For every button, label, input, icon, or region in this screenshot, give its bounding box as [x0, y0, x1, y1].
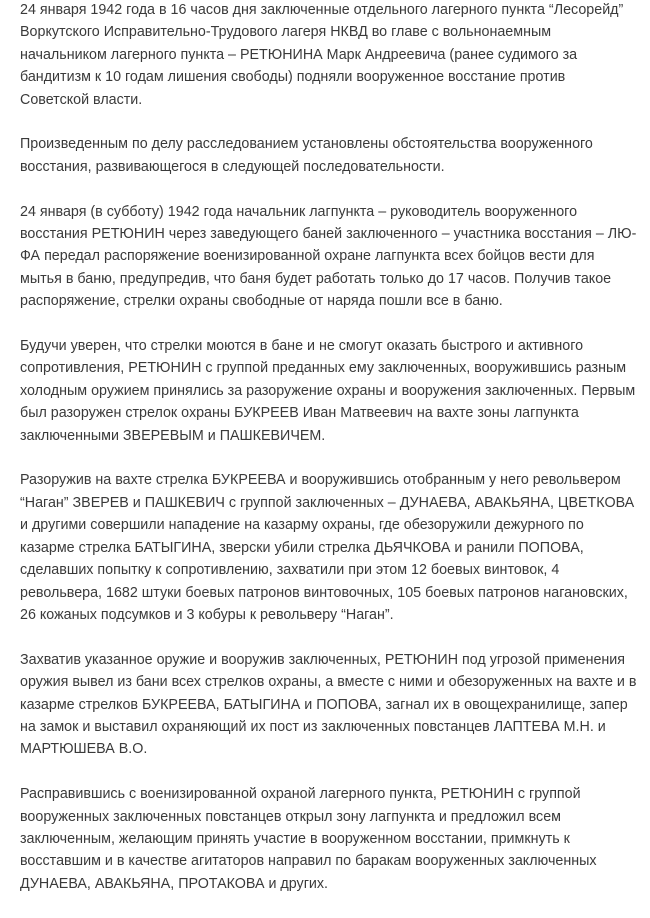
paragraph-uprising-start: 24 января 1942 года в 16 часов дня заключенные отдельного лагерного пункта “Лесорейд” Воркутского Исправительно-Трудового лагеря НКВД во главе с вольнонаемным начальником лагерного пункта – РЕТЮНИНА Марк Андреевича (ранее судимого за бандитизм к 10 годам лишения свободы) подняли вооруженное восстание против Советской власти.	[20, 2, 624, 108]
paragraph-investigation: Произведенным по делу расследованием установлены обстоятельства вооруженного восстания, развивающегося в следующей последовательности.	[20, 136, 593, 175]
paragraph-camp-opened: Расправившись с военизированной охраной лагерного пункта, РЕТЮНИН с группой вооруженных заключенных повстанцев открыл зону лагпункта и предложил всем заключенным, желающим принять участие в вооруженном восстании, примкнуть к восставшим и в качестве агитаторов направил по баракам вооруженных заключенных ДУНАЕВА, АВАКЬЯНА, ПРОТАКОВА и других.	[20, 786, 597, 892]
article-body	[20, 0, 638, 918]
paragraph-barracks-attack: Разоружив на вахте стрелка БУКРЕЕВА и вооружившись отобранным у него револьвером “Наган” ЗВЕРЕВ и ПАШКЕВИЧ с группой заключенных – ДУНАЕВА, АВАКЬЯНА, ЦВЕТКОВА и другими совершили нападение на казарму охраны, где обезоружили дежурного по казарме стрелка БАТЫГИНА, зверски убили стрелка ДЬЯЧКОВА и ранили ПОПОВА, сделавших попытку к сопротивлению, захватили при этом 12 боевых винтовок, 4 револьвера, 1682 штуки боевых патронов винтовочных, 105 боевых патронов нагановских, 26 кожаных подсумков и 3 кобуры к револьверу “Наган”.	[20, 472, 635, 623]
paragraph-disarming-guard: Будучи уверен, что стрелки моются в бане и не смогут оказать быстрого и активного сопротивления, РЕТЮНИН с группой преданных ему заключенных, вооружившись разным холодным оружием принялись за разоружение охраны и вооружения заключенных. Первым был разоружен стрелок охраны БУКРЕЕВ Иван Матвеевич на вахте зоны лагпункта заключенными ЗВЕРЕВЫМ и ПАШКЕВИЧЕМ.	[20, 338, 636, 444]
paragraph-guards-locked: Захватив указанное оружие и вооружив заключенных, РЕТЮНИН под угрозой применения оружия вывел из бани всех стрелков охраны, а вместе с ними и обезоруженных на вахте и в казарме стрелков БУКРЕЕВА, БАТЫГИНА и ПОПОВА, загнал их в овощехранилище, запер на замок и выставил охраняющий их пост из заключенных повстанцев ЛАПТЕВА М.Н. и МАРТЮШЕВА В.О.	[20, 651, 637, 758]
paragraph-bath-order: 24 января (в субботу) 1942 года начальник лагпункта – руководитель вооруженного восстания РЕТЮНИН через заведующего баней заключенного – участника восстания – ЛЮ-ФА передал распоряжение военизированной охране лагпункта всех бойцов вести для мытья в баню, предупредив, что баня будет работать только до 17 часов. Получив такое распоряжение, стрелки охраны свободные от наряда пошли все в баню.	[20, 203, 637, 310]
